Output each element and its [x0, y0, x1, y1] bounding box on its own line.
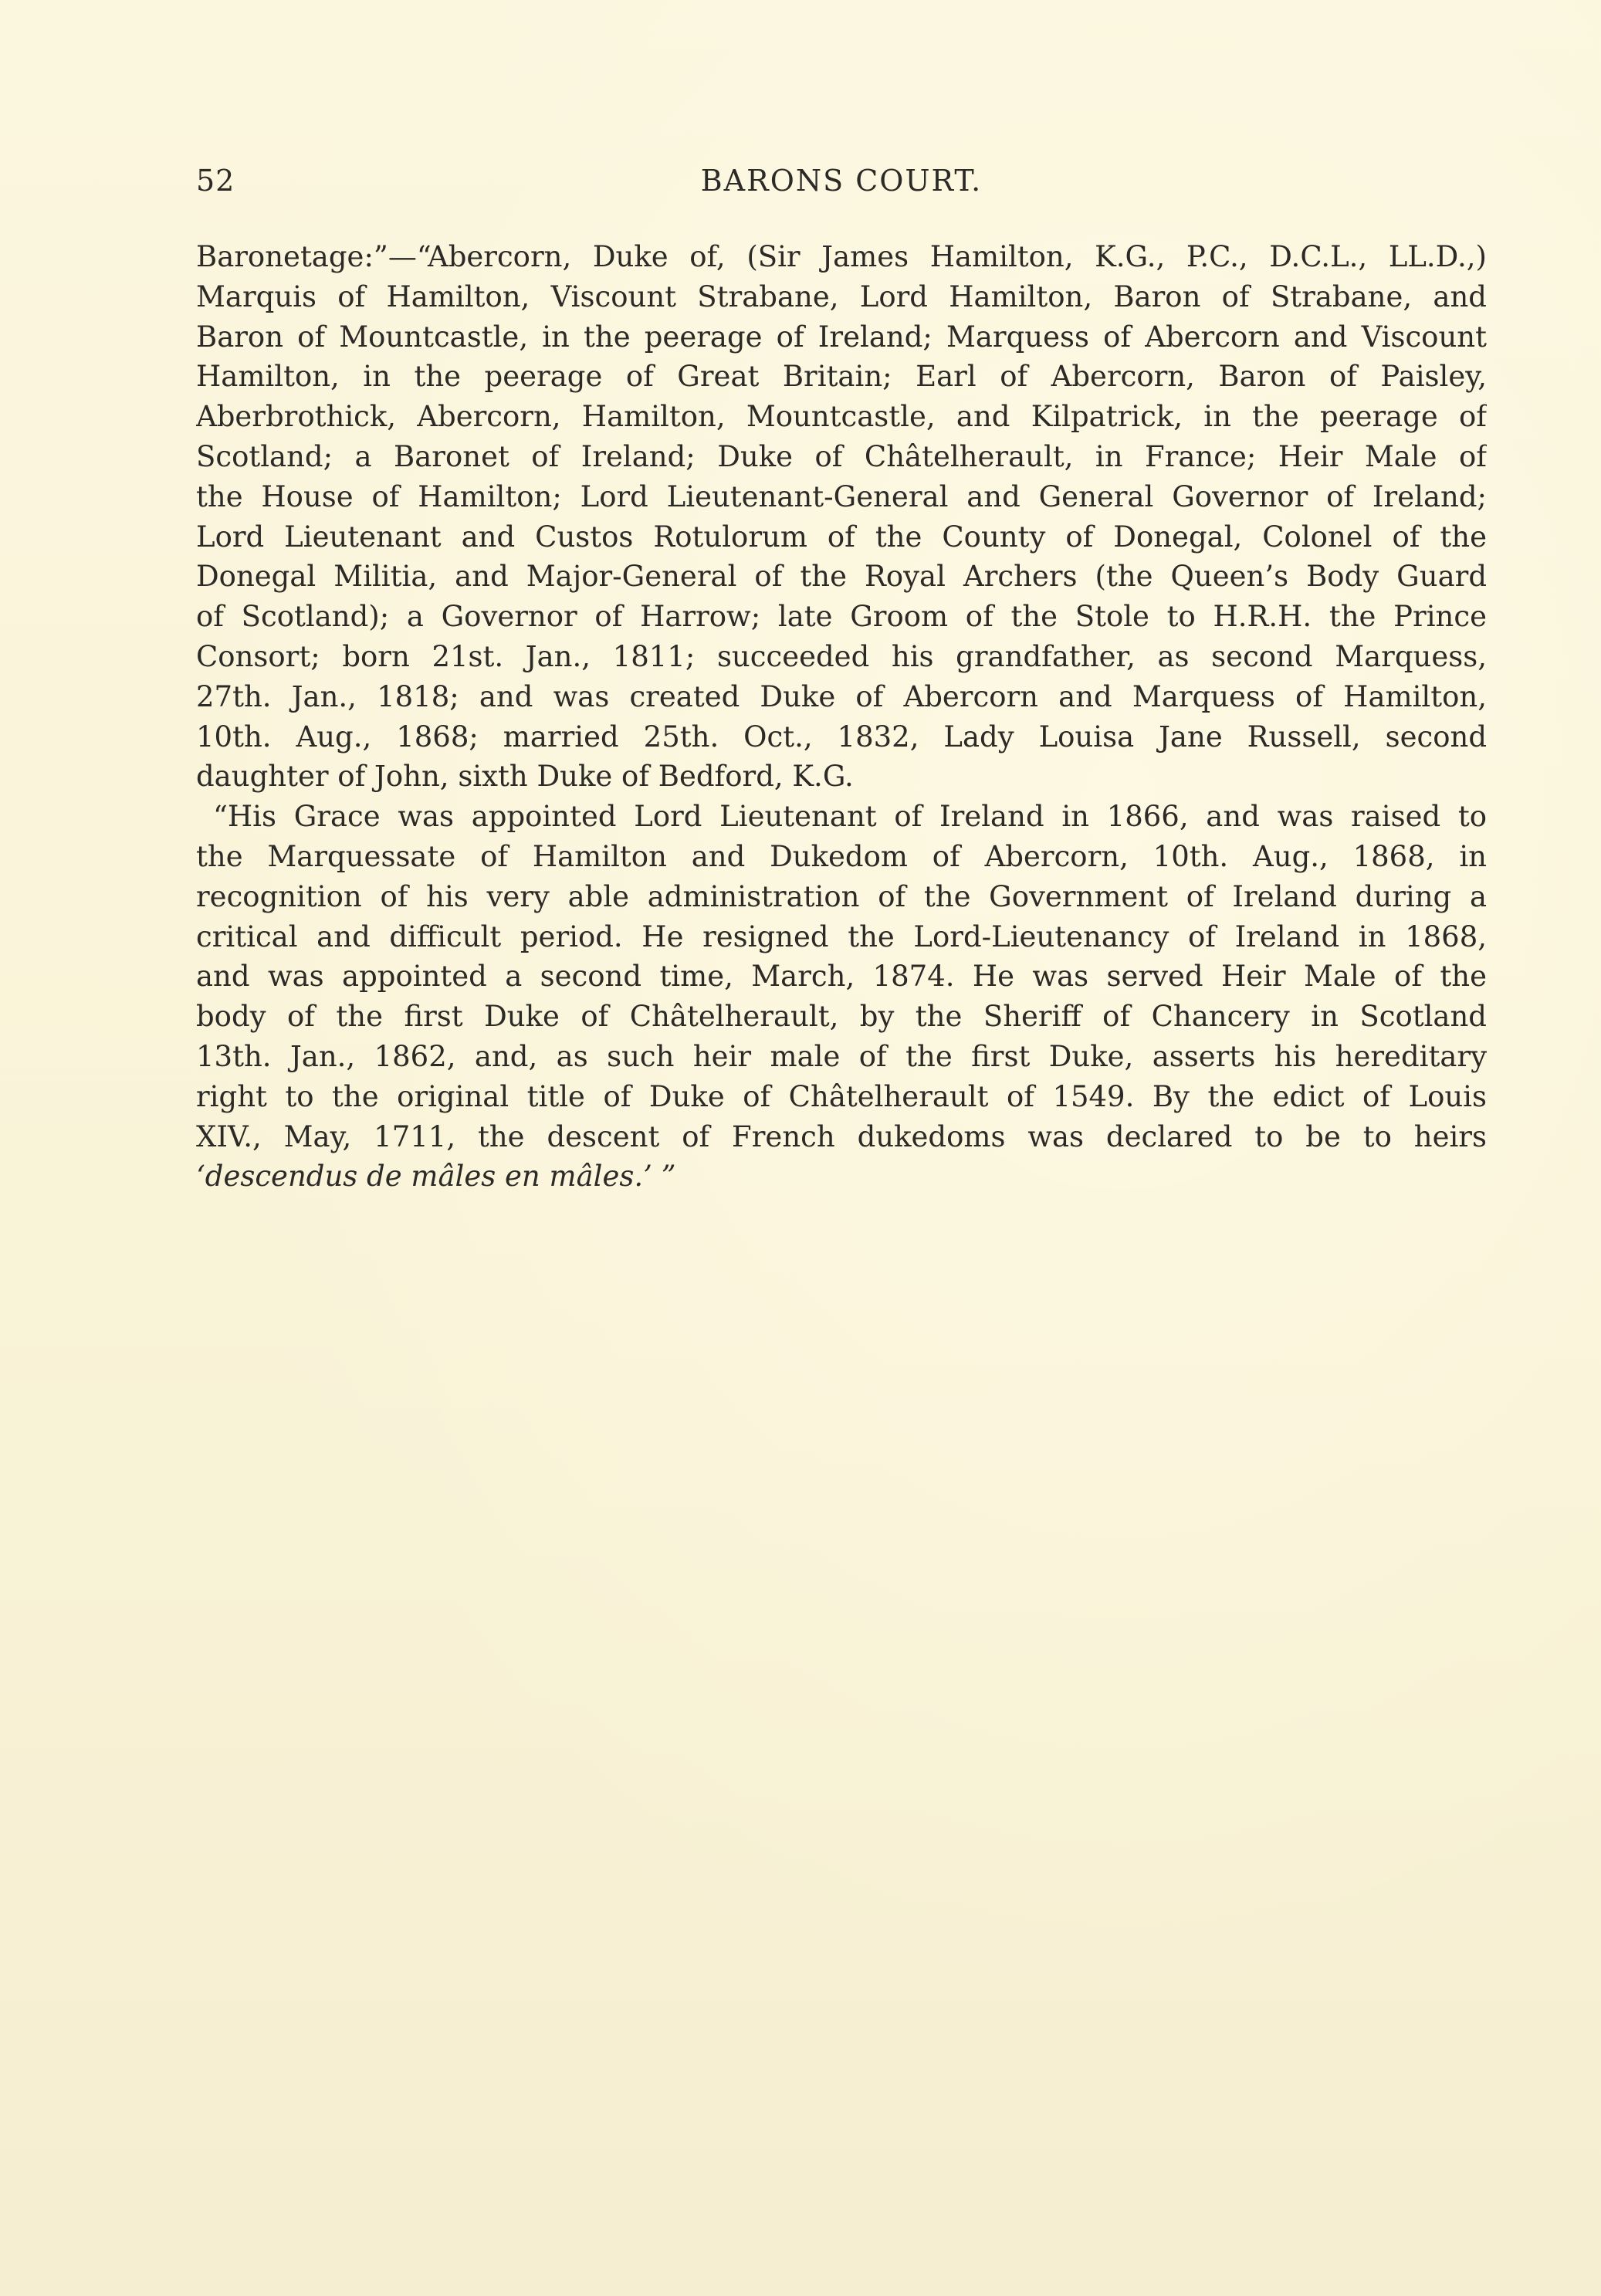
- text-line: right to the original title of Duke of Châtelherault of 1549. By the edict of Louis: [196, 1079, 1487, 1113]
- text-line: Scotland; a Baronet of Ireland; Duke of Châtelherault, in France; Heir Male of: [196, 439, 1487, 473]
- text-line: Aberbrothick, Abercorn, Hamilton, Mountcastle, and Kilpatrick, in the peerage of: [196, 400, 1487, 434]
- text-line: 13th. Jan., 1862, and, as such heir male of the first Duke, asserts his hereditary: [196, 1039, 1487, 1073]
- text-line: the House of Hamilton; Lord Lieutenant-General and General Governor of Ireland;: [196, 479, 1487, 513]
- text-line: critical and difficult period. He resigned the Lord-Lieutenancy of Ireland in 1868,: [196, 919, 1487, 953]
- text-line: Consort; born 21st. Jan., 1811; succeeded his grandfather, as second Marquess,: [196, 639, 1487, 673]
- text-line: 10th. Aug., 1868; married 25th. Oct., 1832, Lady Louisa Jane Russell, second: [196, 720, 1487, 753]
- text-line: XIV., May, 1711, the descent of French dukedoms was declared to be to heirs: [196, 1119, 1487, 1153]
- text-line: the Marquessate of Hamilton and Dukedom of Abercorn, 10th. Aug., 1868, in: [196, 839, 1487, 873]
- text-line: Hamilton, in the peerage of Great Britain; Earl of Abercorn, Baron of Paisley,: [196, 360, 1487, 394]
- text-line: “His Grace was appointed Lord Lieutenant of Ireland in 1866, and was raised to: [213, 800, 1487, 834]
- text-line: ‘descendus de mâles en mâles.’ ”: [196, 1160, 676, 1194]
- text-line: Lord Lieutenant and Custos Rotulorum of the County of Donegal, Colonel of the: [196, 520, 1487, 554]
- body-text: [196, 237, 1487, 1197]
- text-line: and was appointed a second time, March, 1874. He was served Heir Male of the: [196, 960, 1487, 994]
- text-line: Donegal Militia, and Major-General of the Royal Archers (the Queen’s Body Guard: [196, 560, 1487, 594]
- paragraph-1: [196, 237, 1487, 797]
- running-head: BARONS COURT.: [700, 164, 983, 198]
- paragraph-2: [196, 797, 1487, 1197]
- text-line: recognition of his very able administration of the Government of Ireland during a: [196, 879, 1487, 913]
- text-line: Baron of Mountcastle, in the peerage of Ireland; Marquess of Abercorn and Viscount: [196, 320, 1487, 354]
- text-line: daughter of John, sixth Duke of Bedford, K.G.: [196, 760, 854, 794]
- page-header: [196, 164, 1487, 210]
- text-line: body of the first Duke of Châtelherault, by the Sheriff of Chancery in Scotland: [196, 1000, 1487, 1034]
- page-number: 52: [196, 164, 235, 198]
- text-line: Marquis of Hamilton, Viscount Strabane, Lord Hamilton, Baron of Strabane, and: [196, 279, 1487, 313]
- text-line: Baronetage:”—“Abercorn, Duke of, (Sir James Hamilton, K.G., P.C., D.C.L., LL.D.,): [196, 240, 1487, 273]
- text-line: 27th. Jan., 1818; and was created Duke of Abercorn and Marquess of Hamilton,: [196, 679, 1487, 713]
- text-line: of Scotland); a Governor of Harrow; late Groom of the Stole to H.R.H. the Prince: [196, 600, 1487, 634]
